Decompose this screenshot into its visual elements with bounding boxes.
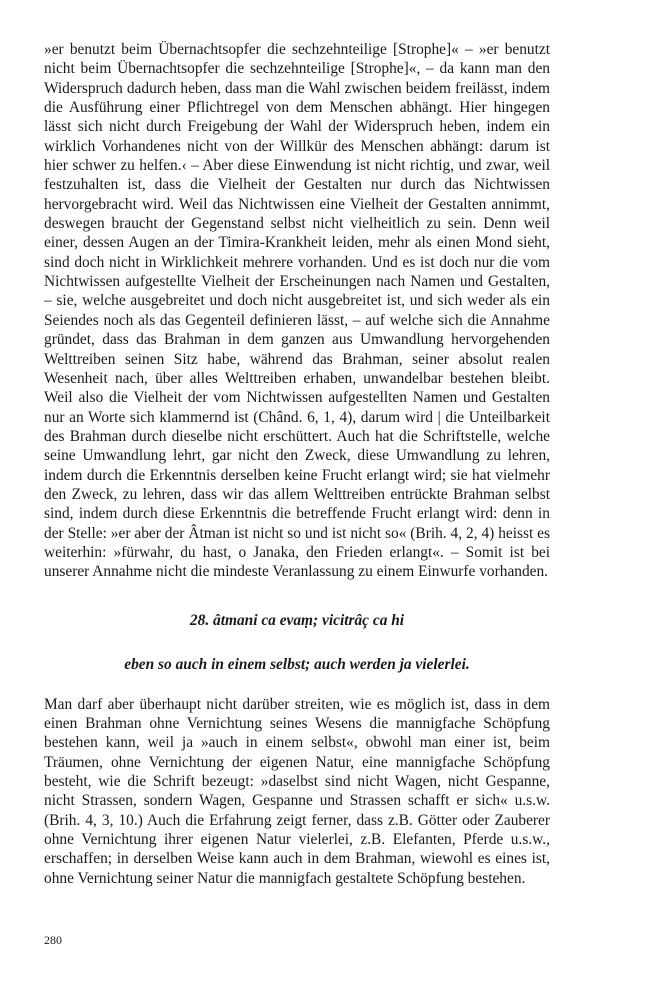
- sutra-translation: eben so auch in einem selbst; auch werden ja vielerlei.: [124, 655, 470, 673]
- sutra-heading: 28. âtmani ca evaṃ; vicitrâç ca hi: [189, 611, 405, 629]
- page-body: [44, 40, 550, 888]
- body-paragraph-1: »er benutzt beim Übernachtsopfer die sechzehnteilige [Strophe]« – »er benutzt nicht beim Übernachtsopfer die sechzehnteilige [Strophe]«, – da kann man den Widerspruch dadurch heben, dass man die Wahl zwischen beidem freilässt, indem die Ausführung einer Pflichtregel von dem Menschen abhängt. Hier hingegen lässt sich nicht durch Freigebung der Wahl der Widerspruch heben, indem ein wirklich Vorhandenes nicht von der Willkür des Menschen abhängt: darum ist hier schwer zu helfen.‹ – Aber diese Einwendung ist nicht richtig, und zwar, weil festzuhalten ist, dass die Vielheit der Gestalten nur durch das Nichtwissen hervorgebracht wird. Weil das Nichtwissen eine Vielheit der Gestalten annimmt, deswegen braucht der Gegenstand selbst nicht vielheitlich zu sein. Denn weil einer, dessen Augen an der Timira-Krankheit leiden, mehr als einen Mond sieht, sind doch nicht in Wirklichkeit mehrere vorhanden. Und es ist doch nur die vom Nichtwissen aufgestellte Vielheit der Erscheinungen nach Namen und Gestalten, – sie, welche ausgebreitet und doch nicht ausgebreitet ist, und sich weder als ein Seiendes noch als das Gegenteil definieren lässt, – auf welche sich die Annahme gründet, dass das Brahman in dem ganzen aus Umwandlung hervorgehenden Welttreiben seinen Sitz habe, während das Brahman, seiner absolut realen Wesenheit nach, über alles Welttreiben erhaben, unwandelbar bestehen bleibt. Weil also die Vielheit der vom Nichtwissen aufgestellten Namen und Gestalten nur an Worte sich klammernd ist (Chând. 6, 1, 4), darum wird | die Unteilbarkeit des Brahman durch dieselbe nicht erschüttert. Auch hat die Schriftstelle, welche seine Umwandlung lehrt, gar nicht den Zweck, diese Umwandlung zu lehren, indem durch die Erkenntnis derselben keine Frucht erlangt wird; sie hat vielmehr den Zweck, zu lehren, dass wir das allem Welttreiben entrückte Brahman selbst sind, indem durch diese Erkenntnis die betreffende Frucht erlangt wird: denn in der Stelle: »er aber der Âtman ist nicht so und ist nicht so« (Brih. 4, 2, 4) heisst es weiterhin: »fürwahr, du hast, o Janaka, den Frieden erlangt«. – Somit ist bei unserer Annahme nicht die mindeste Veranlassung zu einem Einwurfe vorhanden.: [44, 41, 550, 581]
- body-paragraph-2: Man darf aber überhaupt nicht darüber streiten, wie es möglich ist, dass in dem einen Brahman ohne Vernichtung seines Wesens die mannigfache Schöpfung bestehen kann, weil ja »auch in einem selbst«, obwohl man einer ist, beim Träumen, ohne Vernichtung der eigenen Natur, eine mannigfache Schöpfung besteht, wie die Schrift bezeugt: »daselbst sind nicht Wagen, nicht Gespanne, nicht Strassen, sondern Wagen, Gespanne und Strassen schafft er sich« u.s.w. (Brih. 4, 3, 10.) Auch die Erfahrung zeigt ferner, dass z.B. Götter oder Zauberer ohne Vernichtung ihrer eigenen Natur vielerlei, z.B. Elefanten, Pferde u.s.w., erschaffen; in derselben Weise kann auch in dem Brahman, wiewohl es eines ist, ohne Vernichtung seiner Natur die mannigfach gestaltete Schöpfung bestehen.: [44, 695, 550, 887]
- page-number: 280: [44, 933, 62, 947]
